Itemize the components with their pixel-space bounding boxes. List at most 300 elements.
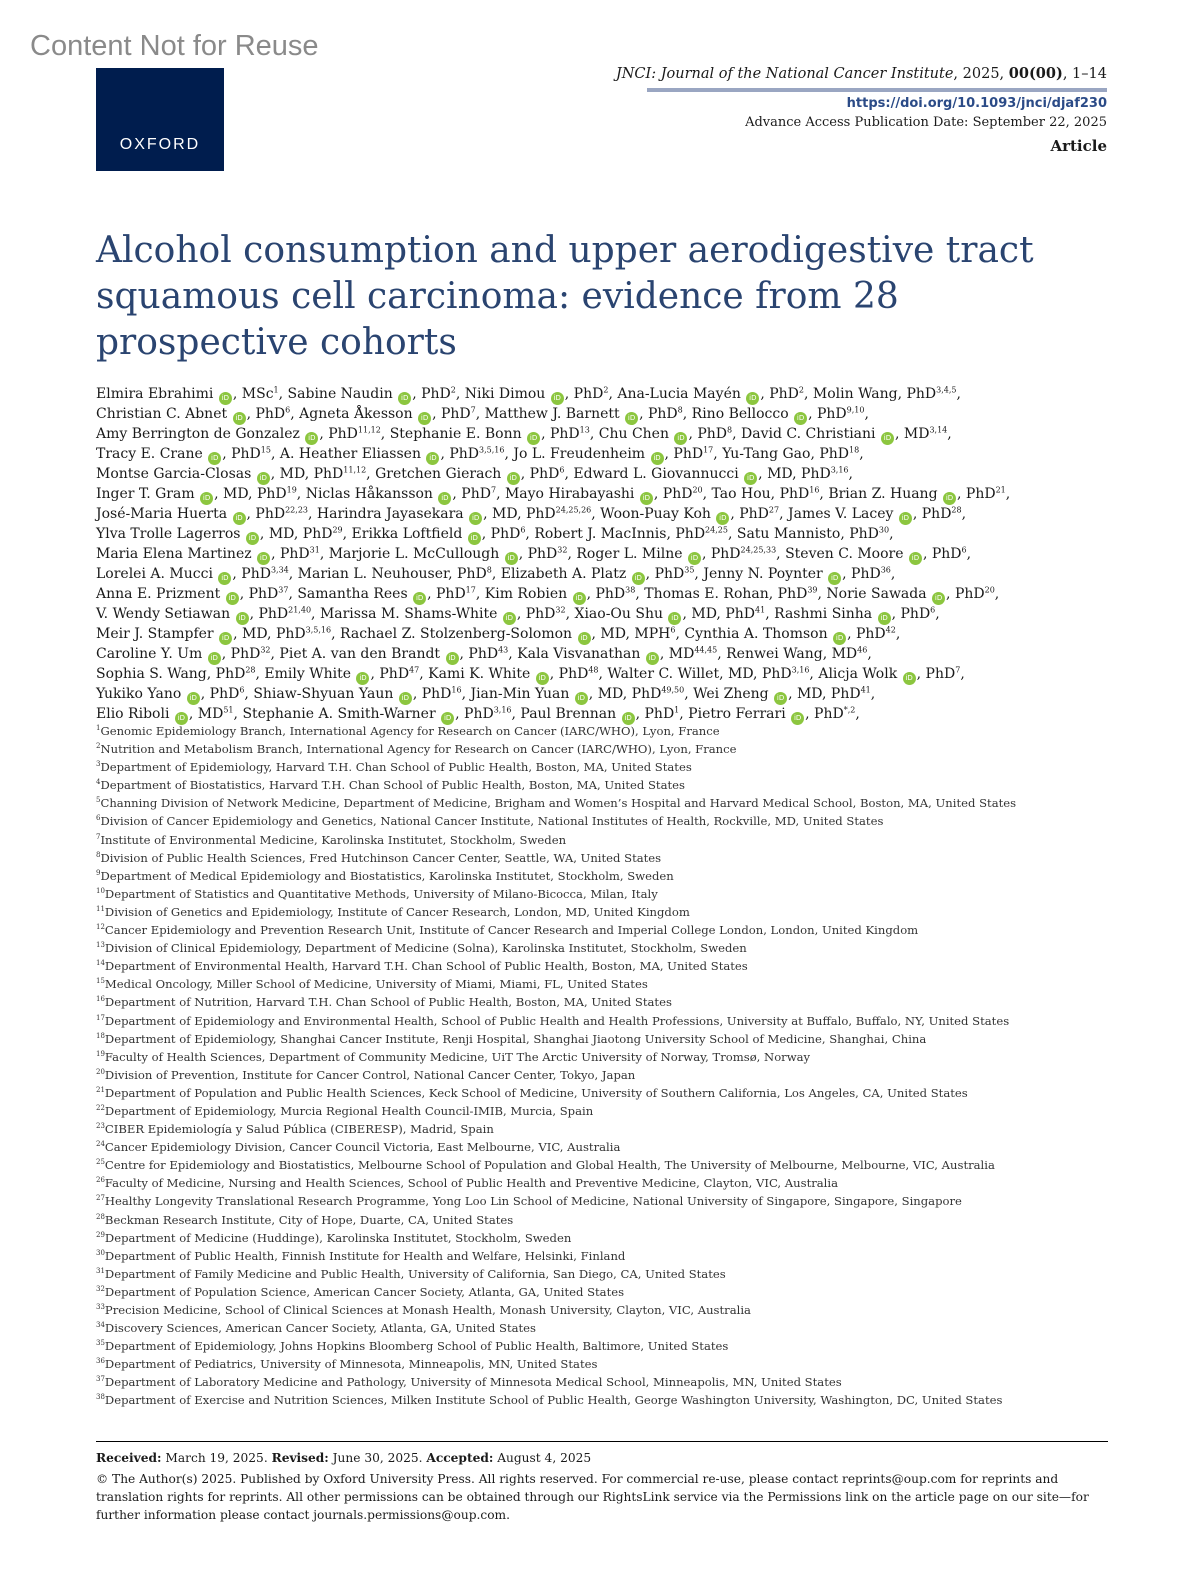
author-affiliation-ref: 28 <box>245 665 256 675</box>
affiliation-item <box>96 1319 1111 1337</box>
affiliation-text: Beckman Research Institute, City of Hope, Duarte, CA, United States <box>104 1212 514 1227</box>
orcid-icon[interactable]: iD <box>356 672 369 685</box>
affiliation-item <box>96 1355 1111 1373</box>
author-degree: , MD, PhD <box>788 686 861 702</box>
author-degree: , PhD <box>206 666 246 682</box>
journal-volume: 00(00) <box>1008 65 1063 82</box>
author-affiliation-ref: 2 <box>603 385 609 395</box>
orcid-icon[interactable]: iD <box>774 692 787 705</box>
orcid-icon[interactable]: iD <box>573 592 586 605</box>
affiliation-item <box>96 831 1111 849</box>
orcid-icon[interactable]: iD <box>469 512 482 525</box>
author-affiliation-ref: 46 <box>857 645 868 655</box>
affiliation-text: Department of Biostatistics, Harvard T.H. Chan School of Public Health, Boston, MA, United States <box>100 778 685 793</box>
author-name: Niki Dimou <box>464 386 546 402</box>
orcid-icon[interactable]: iD <box>625 412 638 425</box>
affiliation-item <box>96 975 1111 993</box>
orcid-icon[interactable]: iD <box>208 452 221 465</box>
orcid-icon[interactable]: iD <box>446 652 459 665</box>
author-degree: , PhD <box>842 566 881 582</box>
author-degree: , MD <box>659 646 695 662</box>
author-affiliation-ref: 11,12 <box>343 465 367 475</box>
author-affiliation-ref: 32 <box>260 645 271 655</box>
orcid-icon[interactable]: iD <box>200 492 213 505</box>
affiliation-item <box>96 1192 1111 1210</box>
author-line: Christian C. Abnet iD , PhD$^6$, Agneta Åkesson iD , PhD$^7$, Matthew J. Barnett iD , PhD$^8$, Rino Bellocco iD , PhD$^{9,10}$, <box>96 405 1111 425</box>
accepted-date: August 4, 2025 <box>493 1451 592 1465</box>
affiliation-item <box>96 758 1111 776</box>
affiliation-number: 8 <box>96 850 101 859</box>
affiliation-number: 16 <box>96 995 105 1004</box>
author-degree: , PhD <box>957 486 996 502</box>
orcid-icon[interactable]: iD <box>468 532 481 545</box>
author-affiliation-ref: 3,34 <box>270 565 289 575</box>
author-affiliation-ref: 44,45 <box>694 645 718 655</box>
affiliation-number: 36 <box>96 1357 105 1366</box>
author-degree: , MD, PhD <box>719 666 792 682</box>
author-degree: , PhD <box>701 546 741 562</box>
author-degree: , PhD <box>549 666 589 682</box>
affiliation-text: Department of Pediatrics, University of Minnesota, Minneapolis, MN, United States <box>104 1357 598 1372</box>
affiliation-number: 25 <box>96 1158 105 1167</box>
author-name: Emily White <box>264 666 352 682</box>
watermark-text: Content Not for Reuse <box>30 30 319 62</box>
author-degree: , PhD <box>518 546 558 562</box>
author-degree: , PhD <box>897 386 937 402</box>
orcid-icon[interactable]: iD <box>536 672 549 685</box>
author-name: Kim Robien <box>484 586 568 602</box>
affiliation-text: Genomic Epidemiology Branch, International Agency for Research on Cancer (IARC/WHO), Lyon, France <box>100 724 720 738</box>
author-degree: , MD, PhD <box>758 466 831 482</box>
orcid-icon[interactable]: iD <box>305 432 318 445</box>
author-line: Sophia S. Wang, PhD$^{28}$, Emily White iD , PhD$^{47}$, Kami K. White iD , PhD$^{48}$, Walter C. Willet, MD, PhD$^{3,16}$, Alicja Wolk iD , PhD$^7$, <box>96 665 1111 685</box>
affiliation-item <box>96 921 1111 939</box>
orcid-icon[interactable]: iD <box>226 592 239 605</box>
affiliation-item <box>96 849 1111 867</box>
author-name: Marian L. Neuhouser <box>297 566 449 582</box>
author-affiliation-ref: 19 <box>286 485 297 495</box>
orcid-icon[interactable]: iD <box>578 632 591 645</box>
affiliation-number: 28 <box>96 1212 105 1221</box>
author-name: Stephanie E. Bonn <box>389 426 522 442</box>
author-line: Tracy E. Crane iD , PhD$^{15}$, A. Heather Eliassen iD , PhD$^{3,5,16}$, Jo L. Freudenheim iD , PhD$^{17}$, Yu-Tang Gao, PhD$^{18}$, <box>96 445 1111 465</box>
author-name: David C. Christiani <box>741 426 876 442</box>
orcid-icon[interactable]: iD <box>219 392 232 405</box>
affiliation-text: Department of Family Medicine and Public Health, University of California, San Diego, CA, United States <box>104 1266 726 1281</box>
author-degree: , PhD <box>891 606 931 622</box>
affiliation-text: Division of Clinical Epidemiology, Department of Medicine (Solna), Karolinska Institutet, Stockholm, Sweden <box>104 941 747 956</box>
author-name: Elio Riboli <box>96 706 170 722</box>
author-name: Niclas Håkansson <box>305 486 433 502</box>
affiliation-item <box>96 722 1111 740</box>
affiliation-item <box>96 1156 1111 1174</box>
author-name: Rachael Z. Stolzenberg-Solomon <box>339 626 573 642</box>
author-name: Montse Garcia-Closas <box>96 466 252 482</box>
author-degree: , MD, PhD <box>588 686 662 702</box>
author-degree: , PhD <box>249 606 289 622</box>
author-name: Edward L. Giovannucci <box>573 466 739 482</box>
orcid-icon[interactable]: iD <box>674 432 687 445</box>
orcid-icon[interactable]: iD <box>878 612 891 625</box>
author-affiliation-ref: 32 <box>555 605 566 615</box>
affiliation-list <box>96 722 1111 1410</box>
author-degree: , PhD <box>440 446 479 462</box>
affiliation-item <box>96 1084 1111 1102</box>
orcid-icon[interactable]: iD <box>791 712 804 725</box>
orcid-icon[interactable]: iD <box>794 412 807 425</box>
affiliation-item <box>96 1048 1111 1066</box>
affiliation-item <box>96 939 1111 957</box>
orcid-icon[interactable]: iD <box>640 492 653 505</box>
author-affiliation-ref: 7 <box>955 665 961 675</box>
affiliation-text: Precision Medicine, School of Clinical Sciences at Monash Health, Monash University, Clayton, VIC, Australia <box>104 1303 751 1317</box>
author-degree: , PhD <box>639 406 678 422</box>
orcid-icon[interactable]: iD <box>233 412 246 425</box>
orcid-icon[interactable]: iD <box>236 612 249 625</box>
author-degree: , PhD <box>922 546 962 562</box>
affiliation-number: 5 <box>96 796 101 805</box>
orcid-icon[interactable]: iD <box>413 592 426 605</box>
author-affiliation-ref: 24,25,33 <box>740 545 777 555</box>
author-affiliation-ref: 17 <box>465 585 476 595</box>
article-dates <box>96 1451 591 1465</box>
author-name: Norie Sawada <box>826 586 927 602</box>
orcid-icon[interactable]: iD <box>257 472 270 485</box>
author-name: Rashmi Sinha <box>774 606 873 622</box>
author-affiliation-ref: 1 <box>273 385 279 395</box>
affiliation-item <box>96 957 1111 975</box>
orcid-icon[interactable]: iD <box>187 692 200 705</box>
orcid-icon[interactable]: iD <box>943 492 956 505</box>
orcid-icon[interactable]: iD <box>208 652 221 665</box>
orcid-icon[interactable]: iD <box>398 392 411 405</box>
orcid-icon[interactable]: iD <box>441 712 454 725</box>
affiliation-item <box>96 1211 1111 1229</box>
affiliation-item <box>96 1174 1111 1192</box>
author-name: Ana-Lucia Mayén <box>617 386 741 402</box>
affiliation-text: Department of Medical Epidemiology and Biostatistics, Karolinska Institutet, Stockholm, Sweden <box>100 868 674 883</box>
affiliation-text: Department of Epidemiology, Shanghai Cancer Institute, Renji Hospital, Shanghai Jiaotong University School of Medicine, Shanghai, China <box>104 1031 927 1046</box>
affiliation-number: 32 <box>96 1285 105 1294</box>
author-degree: , PhD <box>946 586 985 602</box>
affiliation-item <box>96 903 1111 921</box>
author-name: Agneta Åkesson <box>299 406 413 422</box>
author-name: Yukiko Yano <box>96 686 182 702</box>
author-name: Lorelei A. Mucci <box>96 566 213 582</box>
orcid-icon[interactable]: iD <box>881 432 894 445</box>
affiliation-number: 37 <box>96 1375 105 1384</box>
orcid-icon[interactable]: iD <box>744 472 757 485</box>
orcid-icon[interactable]: iD <box>716 512 729 525</box>
author-affiliation-ref: 20 <box>984 585 995 595</box>
author-affiliation-ref: 42 <box>885 625 896 635</box>
affiliation-text: Healthy Longevity Translational Research Programme, Yong Loo Lin School of Medicine, National University of Singapore, Singapore, Singapore <box>104 1194 962 1209</box>
orcid-icon[interactable]: iD <box>668 612 681 625</box>
orcid-icon[interactable]: iD <box>257 552 270 565</box>
author-line: V. Wendy Setiawan iD , PhD$^{21,40}$, Marissa M. Shams-White iD , PhD$^{32}$, Xiao-Ou Shu iD , MD, PhD$^{41}$, Rashmi Sinha iD , PhD$^6$, <box>96 605 1111 625</box>
affiliation-number: 18 <box>96 1031 105 1040</box>
author-name: Samantha Rees <box>297 586 408 602</box>
orcid-icon[interactable]: iD <box>932 592 945 605</box>
affiliation-item <box>96 812 1111 830</box>
author-affiliation-ref: 36 <box>880 565 891 575</box>
author-affiliation-ref: 48 <box>588 665 599 675</box>
affiliation-number: 34 <box>96 1321 105 1330</box>
affiliation-number: 17 <box>96 1013 105 1022</box>
author-degree: , PhD <box>246 506 286 522</box>
orcid-icon[interactable]: iD <box>219 632 232 645</box>
author-degree: , PhD <box>768 586 808 602</box>
author-list <box>96 385 1111 725</box>
orcid-icon[interactable]: iD <box>651 452 664 465</box>
affiliation-text: Cancer Epidemiology and Prevention Research Unit, Institute of Cancer Research and Imperial College London, London, United Kingdom <box>104 923 919 938</box>
author-name: Stephanie A. Smith-Warner <box>242 706 436 722</box>
author-name: Elizabeth A. Platz <box>500 566 627 582</box>
revised-date: June 30, 2025. <box>328 1451 427 1465</box>
author-affiliation-ref: 24,25,26 <box>555 505 592 515</box>
author-degree: , PhD <box>730 506 769 522</box>
author-degree: , PhD <box>653 486 693 502</box>
author-line: Meir J. Stampfer iD , MD, PhD$^{3,5,16}$, Rachael Z. Stolzenberg-Solomon iD , MD, MPH$^6$, Cynthia A. Thomson iD , PhD$^{42}$, <box>96 625 1111 645</box>
author-degree: , MD, MPH <box>591 626 671 642</box>
author-degree: , PhD <box>808 406 847 422</box>
affiliation-number: 10 <box>96 886 105 895</box>
author-name: Erikka Loftfield <box>351 526 463 542</box>
affiliation-number: 9 <box>96 868 101 877</box>
author-affiliation-ref: 38 <box>625 585 636 595</box>
author-degree: , PhD <box>246 406 286 422</box>
author-affiliation-ref: 6 <box>239 685 245 695</box>
orcid-icon[interactable]: iD <box>899 512 912 525</box>
affiliation-number: 22 <box>96 1104 105 1113</box>
journal-rule <box>647 88 1107 92</box>
orcid-icon[interactable]: iD <box>551 392 564 405</box>
affiliation-text: Division of Genetics and Epidemiology, Institute of Cancer Research, London, MD, United Kingdom <box>104 904 690 919</box>
orcid-icon[interactable]: iD <box>218 572 231 585</box>
author-degree: , MD <box>188 706 224 722</box>
affiliation-text: Department of Population and Public Health Sciences, Keck School of Medicine, University of Southern California, Los Angeles, CA, United States <box>104 1085 968 1100</box>
affiliation-text: Discovery Sciences, American Cancer Society, Atlanta, GA, United States <box>104 1321 536 1336</box>
affiliation-number: 12 <box>96 923 105 932</box>
author-affiliation-ref: 3,4,5 <box>936 385 957 395</box>
author-name: Wei Zheng <box>693 686 769 702</box>
author-degree: , PhD <box>427 586 466 602</box>
affiliation-text: Institute of Environmental Medicine, Karolinska Institutet, Stockholm, Sweden <box>100 832 567 847</box>
affiliation-item <box>96 1247 1111 1265</box>
author-degree: , PhD <box>810 446 850 462</box>
author-degree: , MD, PhD <box>483 506 556 522</box>
orcid-icon[interactable]: iD <box>828 572 841 585</box>
author-name: Kala Visvanathan <box>517 646 641 662</box>
author-affiliation-ref: 29 <box>332 525 343 535</box>
author-degree: , PhD <box>666 526 706 542</box>
orcid-icon[interactable]: iD <box>175 712 188 725</box>
orcid-icon[interactable]: iD <box>746 392 759 405</box>
author-affiliation-ref: 8 <box>677 405 683 415</box>
author-degree: , PhD <box>412 386 451 402</box>
author-name: Molin Wang <box>812 386 898 402</box>
author-name: Robert J. MacInnis <box>534 526 667 542</box>
affiliation-text: Faculty of Health Sciences, Department of Community Medicine, UiT The Arctic University of Norway, Tromsø, Norway <box>104 1049 811 1064</box>
affiliation-item <box>96 993 1111 1011</box>
author-degree: , PhD <box>664 446 704 462</box>
author-affiliation-ref: 51 <box>223 705 234 715</box>
author-degree: , PhD <box>516 606 556 622</box>
author-degree: , MSc <box>232 386 274 402</box>
author-name: Tao Hou <box>711 486 771 502</box>
affiliation-number: 35 <box>96 1339 105 1348</box>
author-name: Mayo Hirabayashi <box>504 486 635 502</box>
author-name: Pietro Ferrari <box>688 706 786 722</box>
author-affiliation-ref: 37 <box>278 585 289 595</box>
affiliation-text: Division of Public Health Sciences, Fred Hutchinson Cancer Center, Seattle, WA, United States <box>100 850 662 865</box>
orcid-icon[interactable]: iD <box>418 412 431 425</box>
author-name: Matthew J. Barnett <box>484 406 620 422</box>
affiliation-number: 27 <box>96 1194 105 1203</box>
orcid-icon[interactable]: iD <box>233 512 246 525</box>
affiliation-number: 13 <box>96 941 105 950</box>
author-degree: , PhD <box>688 426 727 442</box>
affiliation-text: Nutrition and Metabolism Branch, International Agency for Research on Cancer (IARC/WHO), Lyon, France <box>100 742 737 757</box>
author-affiliation-ref: 28 <box>951 505 962 515</box>
author-name: Jian-Min Yuan <box>470 686 570 702</box>
author-affiliation-ref: 6 <box>285 405 291 415</box>
author-affiliation-ref: 21,40 <box>288 605 312 615</box>
orcid-icon[interactable]: iD <box>833 632 846 645</box>
affiliation-text: Department of Statistics and Quantitative Methods, University of Milano-Bicocca, Milan, Italy <box>104 886 658 901</box>
orcid-icon[interactable]: iD <box>688 552 701 565</box>
affiliation-text: Medical Oncology, Miller School of Medicine, University of Miami, Miami, FL, United States <box>104 977 648 992</box>
affiliation-item <box>96 1012 1111 1030</box>
doi-link[interactable]: https://doi.org/10.1093/jnci/djaf230 <box>846 96 1107 111</box>
affiliation-number: 7 <box>96 832 101 841</box>
author-name: Maria Elena Martinez <box>96 546 252 562</box>
author-degree: , MD, PhD <box>233 626 306 642</box>
affiliation-item <box>96 1102 1111 1120</box>
author-affiliation-ref: 2 <box>450 385 456 395</box>
author-degree: , PhD <box>520 466 560 482</box>
author-name: Amy Berrington de Gonzalez <box>96 426 300 442</box>
affiliation-text: Cancer Epidemiology Division, Cancer Council Victoria, East Melbourne, VIC, Australia <box>104 1140 621 1155</box>
author-degree: , PhD <box>760 386 799 402</box>
author-name: Brian Z. Huang <box>828 486 938 502</box>
affiliation-item <box>96 1373 1111 1391</box>
received-label: Received: <box>96 1451 162 1465</box>
author-name: Jo L. Freudenheim <box>513 446 646 462</box>
author-degree: , PhD <box>239 586 279 602</box>
orcid-icon[interactable]: iD <box>246 532 259 545</box>
author-name: James V. Lacey <box>788 506 894 522</box>
author-affiliation-ref: *,2 <box>843 705 856 715</box>
author-degree: , PhD <box>222 446 261 462</box>
author-line: Elio Riboli iD , MD$^{51}$, Stephanie A. Smith-Warner iD , PhD$^{3,16}$, Paul Brennan iD , PhD$^1$, Pietro Ferrari iD , PhD$^{*,2}$, <box>96 705 1111 725</box>
author-affiliation-ref: 41 <box>755 605 766 615</box>
affiliation-item <box>96 1229 1111 1247</box>
orcid-icon[interactable]: iD <box>575 692 588 705</box>
orcid-icon[interactable]: iD <box>527 432 540 445</box>
author-degree: , MD, PhD <box>214 486 287 502</box>
author-affiliation-ref: 24,25 <box>705 525 728 535</box>
author-affiliation-ref: 15 <box>260 445 271 455</box>
author-affiliation-ref: 31 <box>309 545 320 555</box>
author-affiliation-ref: 22,23 <box>285 505 308 515</box>
orcid-icon[interactable]: iD <box>505 552 518 565</box>
author-affiliation-ref: 20 <box>692 485 703 495</box>
author-name: Elmira Ebrahimi <box>96 386 214 402</box>
author-name: Piet A. van den Brandt <box>279 646 441 662</box>
affiliation-text: Department of Epidemiology, Johns Hopkins Bloomberg School of Public Health, Baltimore, United States <box>104 1339 729 1354</box>
author-name: Paul Brennan <box>520 706 617 722</box>
author-affiliation-ref: 13 <box>579 425 590 435</box>
affiliation-number: 2 <box>96 742 101 751</box>
logo-text: OXFORD <box>119 136 201 153</box>
orcid-icon[interactable]: iD <box>903 672 916 685</box>
orcid-icon[interactable]: iD <box>622 712 635 725</box>
author-affiliation-ref: 7 <box>470 405 476 415</box>
affiliation-item <box>96 1120 1111 1138</box>
footer-rule <box>96 1441 1108 1442</box>
author-affiliation-ref: 3,16 <box>830 465 849 475</box>
author-affiliation-ref: 41 <box>860 685 871 695</box>
affiliation-number: 29 <box>96 1230 105 1239</box>
orcid-icon[interactable]: iD <box>646 652 659 665</box>
affiliation-number: 30 <box>96 1248 105 1257</box>
affiliation-item <box>96 1391 1111 1409</box>
orcid-icon[interactable]: iD <box>426 452 439 465</box>
author-name: Walter C. Willet <box>607 666 720 682</box>
journal-year: , 2025, <box>953 66 1009 82</box>
author-line: Caroline Y. Um iD , PhD$^{32}$, Piet A. van den Brandt iD , PhD$^{43}$, Kala Visvanathan iD , MD$^{44,45}$, Renwei Wang, MD$^{46}$, <box>96 645 1111 665</box>
revised-label: Revised: <box>271 1451 329 1465</box>
author-affiliation-ref: 11,12 <box>357 425 381 435</box>
affiliation-item <box>96 1337 1111 1355</box>
affiliation-number: 26 <box>96 1176 105 1185</box>
affiliation-number: 19 <box>96 1049 105 1058</box>
author-affiliation-ref: 6 <box>961 545 967 555</box>
author-degree: , PhD <box>805 706 844 722</box>
author-name: V. Wendy Setiawan <box>96 606 231 622</box>
author-affiliation-ref: 39 <box>807 585 818 595</box>
author-affiliation-ref: 43 <box>498 645 509 655</box>
author-name: Jenny N. Poynter <box>703 566 823 582</box>
author-affiliation-ref: 18 <box>849 445 860 455</box>
author-degree: , PhD <box>481 526 521 542</box>
affiliation-number: 38 <box>96 1393 105 1402</box>
copyright-notice: © The Author(s) 2025. Published by Oxford University Press. All rights reserved. For commercial re-use, please contact reprints@oup.com for reprints and translation rights for reprints. All other permissions can be obtained through our RightsLink service via the Permissions link on the article page on our site—for further information please contact journals.permissions@oup.com. <box>96 1472 1089 1522</box>
orcid-icon[interactable]: iD <box>909 552 922 565</box>
affiliation-number: 20 <box>96 1067 105 1076</box>
author-line: Anna E. Prizment iD , PhD$^{37}$, Samantha Rees iD , PhD$^{17}$, Kim Robien iD , PhD$^{38}$, Thomas E. Rohan, PhD$^{39}$, Norie Sawada iD , PhD$^{20}$, <box>96 585 1111 605</box>
orcid-icon[interactable]: iD <box>507 472 520 485</box>
author-line: Montse Garcia-Closas iD , MD, PhD$^{11,12}$, Gretchen Gierach iD , PhD$^6$, Edward L. Giovannucci iD , MD, PhD$^{3,16}$, <box>96 465 1111 485</box>
author-name: Renwei Wang <box>726 646 823 662</box>
author-degree: , MD <box>894 426 930 442</box>
author-degree: , PhD <box>432 406 471 422</box>
author-name: Inger T. Gram <box>96 486 195 502</box>
affiliation-item <box>96 885 1111 903</box>
affiliation-text: Department of Environmental Health, Harvard T.H. Chan School of Public Health, Boston, MA, United States <box>104 959 748 974</box>
author-name: Alicja Wolk <box>818 666 898 682</box>
orcid-icon[interactable]: iD <box>399 692 412 705</box>
author-line: Maria Elena Martinez iD , PhD$^{31}$, Marjorie L. McCullough iD , PhD$^{32}$, Roger L. Milne iD , PhD$^{24,25,33}$, Steven C. Moore iD , PhD$^6$, <box>96 545 1111 565</box>
orcid-icon[interactable]: iD <box>438 492 451 505</box>
affiliation-text: Faculty of Medicine, Nursing and Health Sciences, School of Public Health and Preventive Medicine, Clayton, VIC, Australia <box>104 1176 839 1191</box>
author-degree: , MD, PhD <box>259 526 333 542</box>
orcid-icon[interactable]: iD <box>632 572 645 585</box>
author-affiliation-ref: 1 <box>674 705 680 715</box>
orcid-icon[interactable]: iD <box>503 612 516 625</box>
author-line: José-Maria Huerta iD , PhD$^{22,23}$, Harindra Jayasekara iD , MD, PhD$^{24,25,26}$, Woon-Puay Koh iD , PhD$^{27}$, James V. Lacey iD , PhD$^{28}$, <box>96 505 1111 525</box>
